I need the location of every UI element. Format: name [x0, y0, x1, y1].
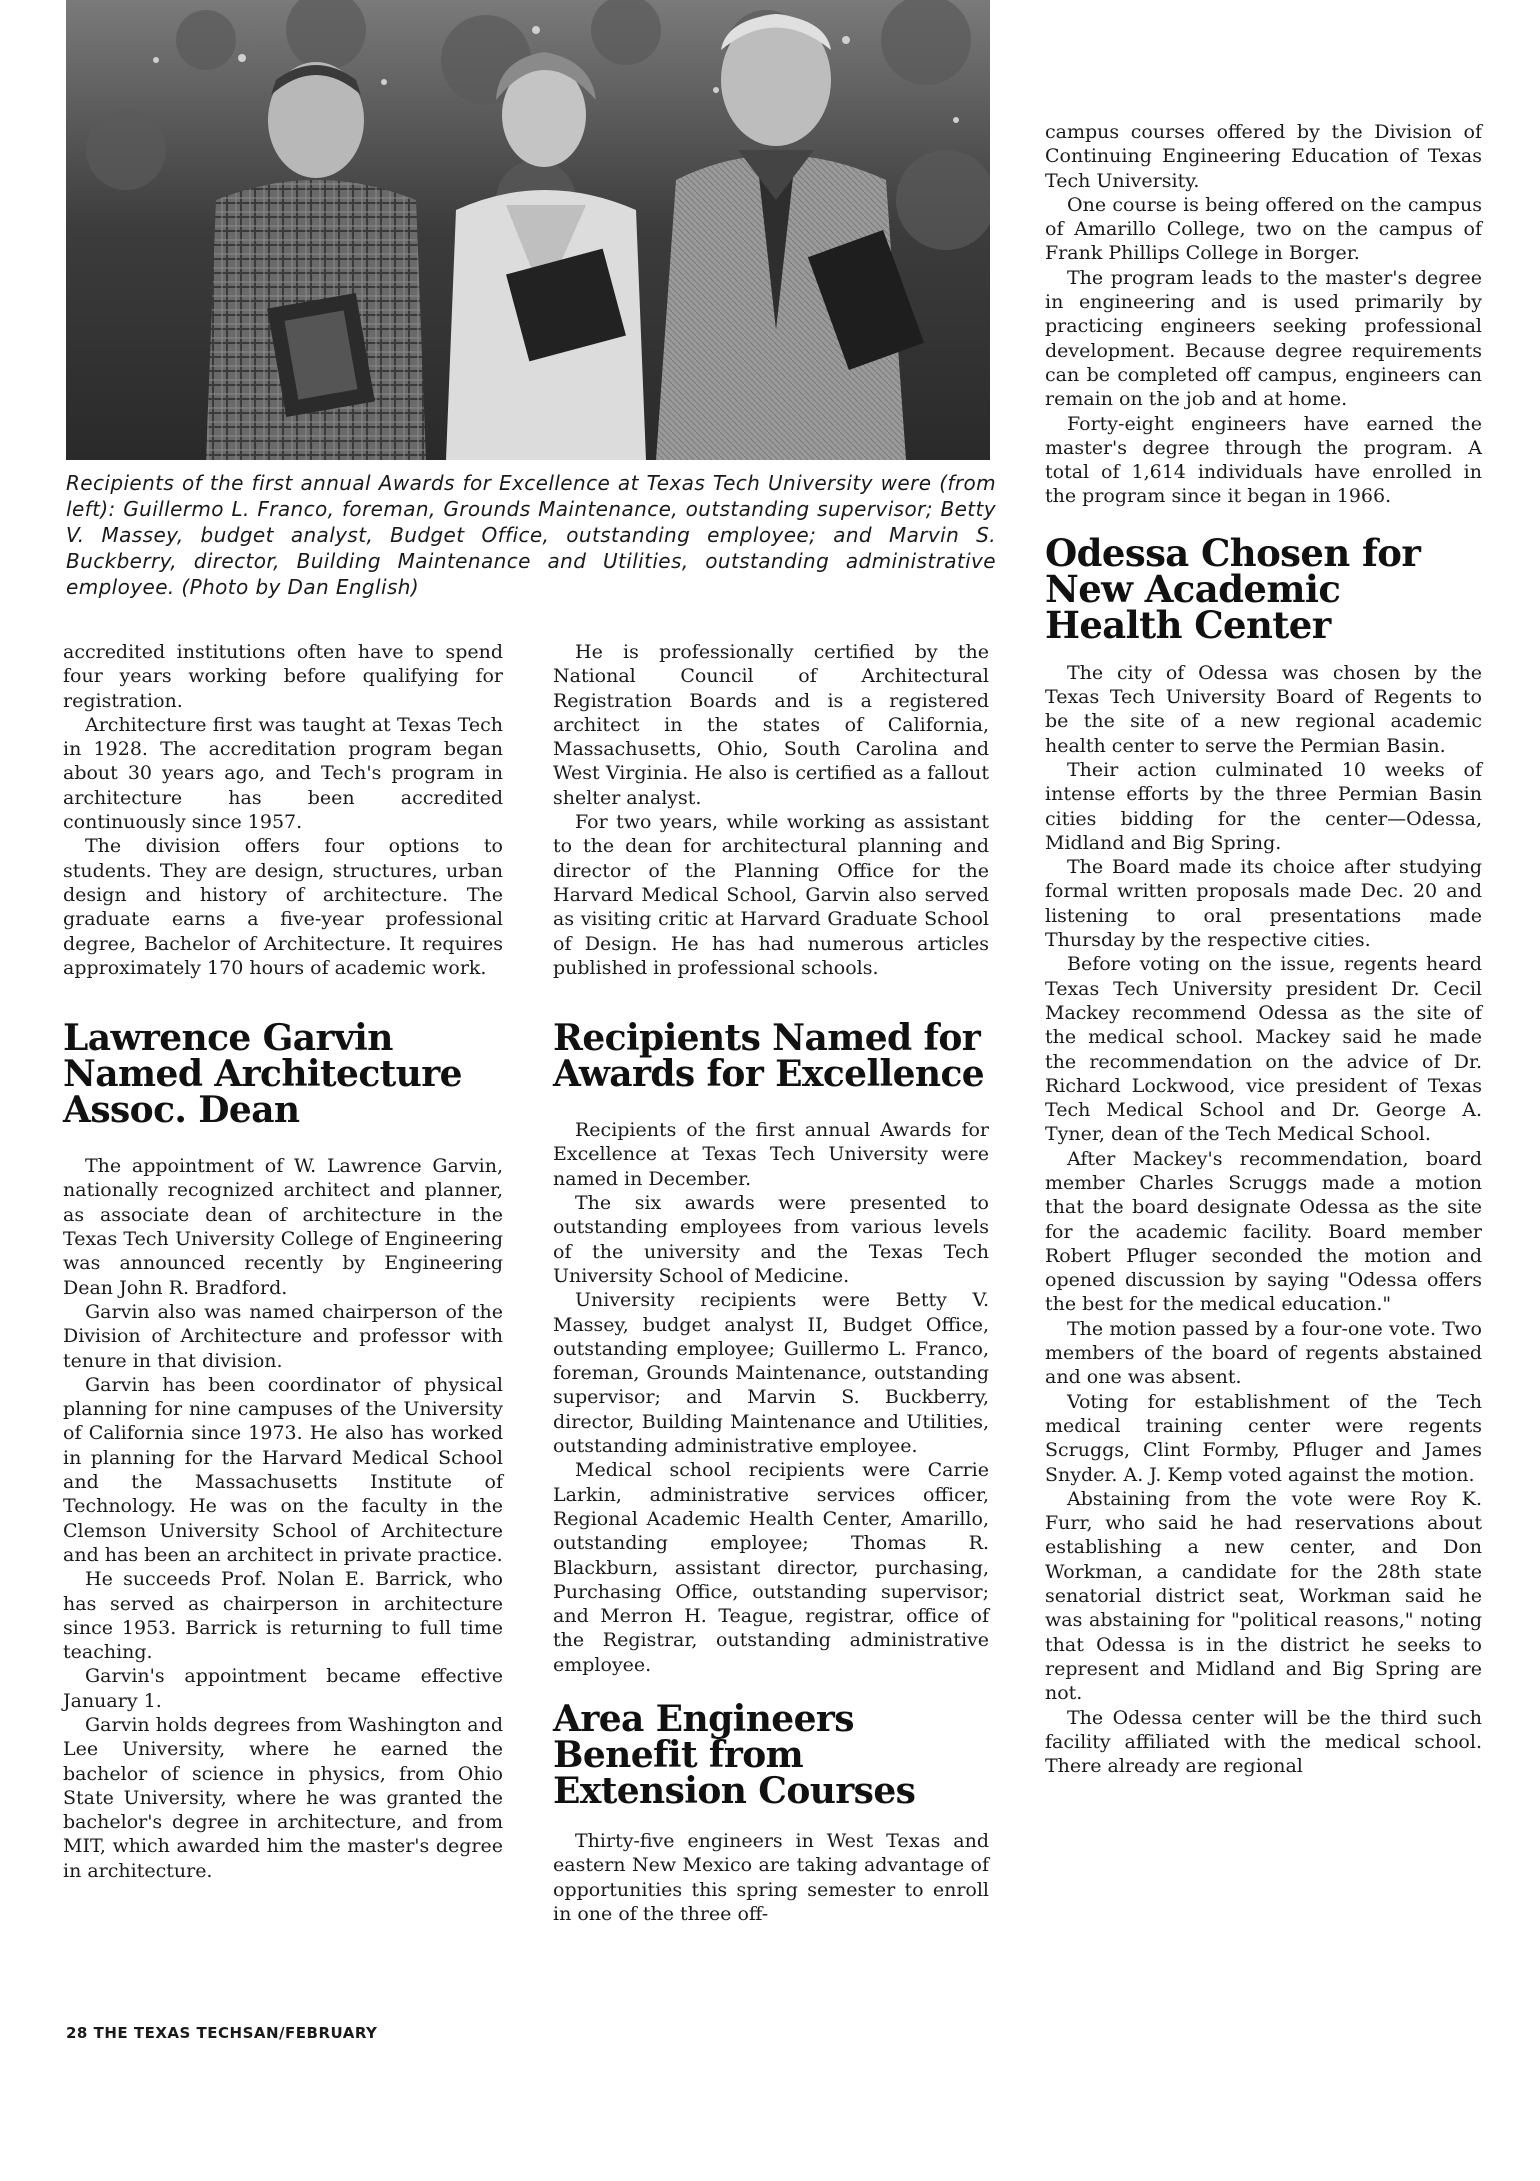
- paragraph: accredited institutions often have to spend four years working before qualifying for registration.: [63, 641, 503, 712]
- paragraph: Abstaining from the vote were Roy K. Furr, who said he had reservations about establishing a new center, and Don Workman, a candidate for the 28th state senatorial district seat, Workman said he was abstaining for "political reasons," noting that Odessa is in the district he seeks to represent and Midland and Big Spring are not.: [1045, 1487, 1482, 1705]
- paragraph: Garvin has been coordinator of physical planning for nine campuses of the University of California since 1973. He also has worked in planning for the Harvard Medical School and the Massachusetts Institute of Technology. He was on the faculty in the Clemson University School of Architecture and has been an architect in private practice.: [63, 1373, 503, 1566]
- page-footer: 28 THE TEXAS TECHSAN/FEBRUARY: [66, 2024, 378, 2042]
- paragraph: Medical school recipients were Carrie Larkin, administrative services officer, Regional Academic Health Center, Amarillo, outstanding employee; Thomas R. Blackburn, assistant director, purchasing, Purchasing Office, outstanding supervisor; and Merron H. Teague, registrar, office of the Registrar, outstanding administrative employee.: [553, 1459, 989, 1676]
- paragraph: He succeeds Prof. Nolan E. Barrick, who has served as chairperson in architecture since 1953. Barrick is returning to full time teaching.: [63, 1568, 503, 1664]
- paragraph: The motion passed by a four-one vote. Two members of the board of regents abstained and one was absent.: [1045, 1317, 1482, 1389]
- headline-garvin: Lawrence Garvin Named Architecture Assoc. Dean: [63, 1017, 462, 1132]
- award-recipients-photo: [66, 0, 990, 460]
- paragraph: Their action culminated 10 weeks of intense efforts by the three Permian Basin cities bidding for the center—Odessa, Midland and Big Spring.: [1045, 758, 1482, 854]
- column-middle: [553, 640, 989, 1926]
- paragraph: The program leads to the master's degree in engineering and is used primarily by practicing engineers seeking professional development. Because degree requirements can be completed off campus, engineers can remain on the job and at home.: [1045, 266, 1482, 411]
- paragraph: For two years, while working as assistant to the dean for architectural planning and director of the Planning Office for the Harvard Medical School, Garvin also served as visiting critic at Harvard Graduate School of Design. He has had numerous articles published in professional schools.: [553, 811, 989, 979]
- paragraph: The Board made its choice after studying formal written proposals made Dec. 20 and listening to oral presentations made Thursday by the respective cities.: [1045, 856, 1482, 952]
- paragraph: One course is being offered on the campus of Amarillo College, two on the campus of Frank Phillips College in Borger.: [1045, 193, 1482, 265]
- paragraph: Voting for establishment of the Tech medical training center were regents Scruggs, Clint Formby, Pfluger and James Snyder. A. J. Kemp voted against the motion.: [1045, 1390, 1482, 1486]
- paragraph: The division offers four options to students. They are design, structures, urban design and history of architecture. The graduate earns a five-year professional degree, Bachelor of Architecture. It requires approximately 170 hours of academic work.: [63, 835, 503, 979]
- photo-illustration: [66, 0, 990, 460]
- paragraph: Recipients of the first annual Awards for Excellence at Texas Tech University were named in December.: [553, 1119, 989, 1190]
- paragraph: Forty-eight engineers have earned the master's degree through the program. A total of 1,614 individuals have enrolled in the program since it began in 1966.: [1045, 412, 1482, 508]
- paragraph: Garvin holds degrees from Washington and Lee University, where he earned the bachelor of science in physics, from Ohio State University, where he was granted the bachelor's degree in architecture, and from MIT, which awarded him the master's degree in architecture.: [63, 1713, 503, 1882]
- paragraph: The city of Odessa was chosen by the Texas Tech University Board of Regents to be the site of a new regional academic health center to serve the Permian Basin.: [1045, 661, 1482, 757]
- paragraph: The six awards were presented to outstanding employees from various levels of the university and the Texas Tech University School of Medicine.: [553, 1192, 989, 1287]
- headline-awards: Recipients Named for Awards for Excellence: [553, 1017, 985, 1096]
- photo-caption: Recipients of the first annual Awards for Excellence at Texas Tech University were (from left): Guillermo L. Franco, foreman, Grounds Maintenance, outstanding supervisor; Betty V. Massey, budget analyst, Budget Office, outstanding employee; and Marvin S. Buckberry, director, Building Maintenance and Utilities, outstanding administrative employee. (Photo by Dan English): [66, 471, 996, 599]
- paragraph: campus courses offered by the Division of Continuing Engineering Education of Texas Tech University.: [1045, 121, 1482, 192]
- paragraph: Before voting on the issue, regents heard Texas Tech University president Dr. Cecil Mackey recommend Odessa as the site of the medical school. Mackey said he made the recommendation on the advice of Dr. Richard Lockwood, vice president of Texas Tech Medical School and Dr. George A. Tyner, dean of the Tech Medical School.: [1045, 953, 1482, 1146]
- column-left: [63, 640, 503, 1883]
- paragraph: After Mackey's recommendation, board member Charles Scruggs made a motion that the board designate Odessa as the site for the academic facility. Board member Robert Pfluger seconded the motion and opened discussion by saying "Odessa offers the best for the medical education.": [1045, 1147, 1482, 1316]
- paragraph: Garvin's appointment became effective January 1.: [63, 1665, 503, 1712]
- paragraph: Thirty-five engineers in West Texas and eastern New Mexico are taking advantage of opportunities this spring semester to enroll in one of the three off-: [553, 1829, 989, 1925]
- headline-engineers: Area Engineers Benefit from Extension Courses: [553, 1697, 916, 1812]
- paragraph: He is professionally certified by the National Council of Architectural Registration Boards and is a registered architect in the states of California, Massachusetts, Ohio, South Carolina and West Virginia. He also is certified as a fallout shelter analyst.: [553, 641, 989, 809]
- paragraph: The appointment of W. Lawrence Garvin, nationally recognized architect and planner, as associate dean of architecture in the Texas Tech University College of Engineering was announced recently by Engineering Dean John R. Bradford.: [63, 1155, 503, 1299]
- column-right: [1045, 120, 1482, 1778]
- paragraph: The Odessa center will be the third such facility affiliated with the medical school. There already are regional: [1045, 1706, 1482, 1778]
- headline-odessa: Odessa Chosen for New Academic Health Center: [1045, 530, 1421, 647]
- paragraph: Garvin also was named chairperson of the Division of Architecture and professor with tenure in that division.: [63, 1300, 503, 1372]
- paragraph: Architecture first was taught at Texas Tech in 1928. The accreditation program began about 30 years ago, and Tech's program in architecture has been accredited continuously since 1957.: [63, 713, 503, 834]
- paragraph: University recipients were Betty V. Massey, budget analyst II, Budget Office, outstanding employee; Guillermo L. Franco, foreman, Grounds Maintenance, outstanding supervisor; and Marvin S. Buckberry, director, Building Maintenance and Utilities, outstanding administrative employee.: [553, 1289, 989, 1458]
